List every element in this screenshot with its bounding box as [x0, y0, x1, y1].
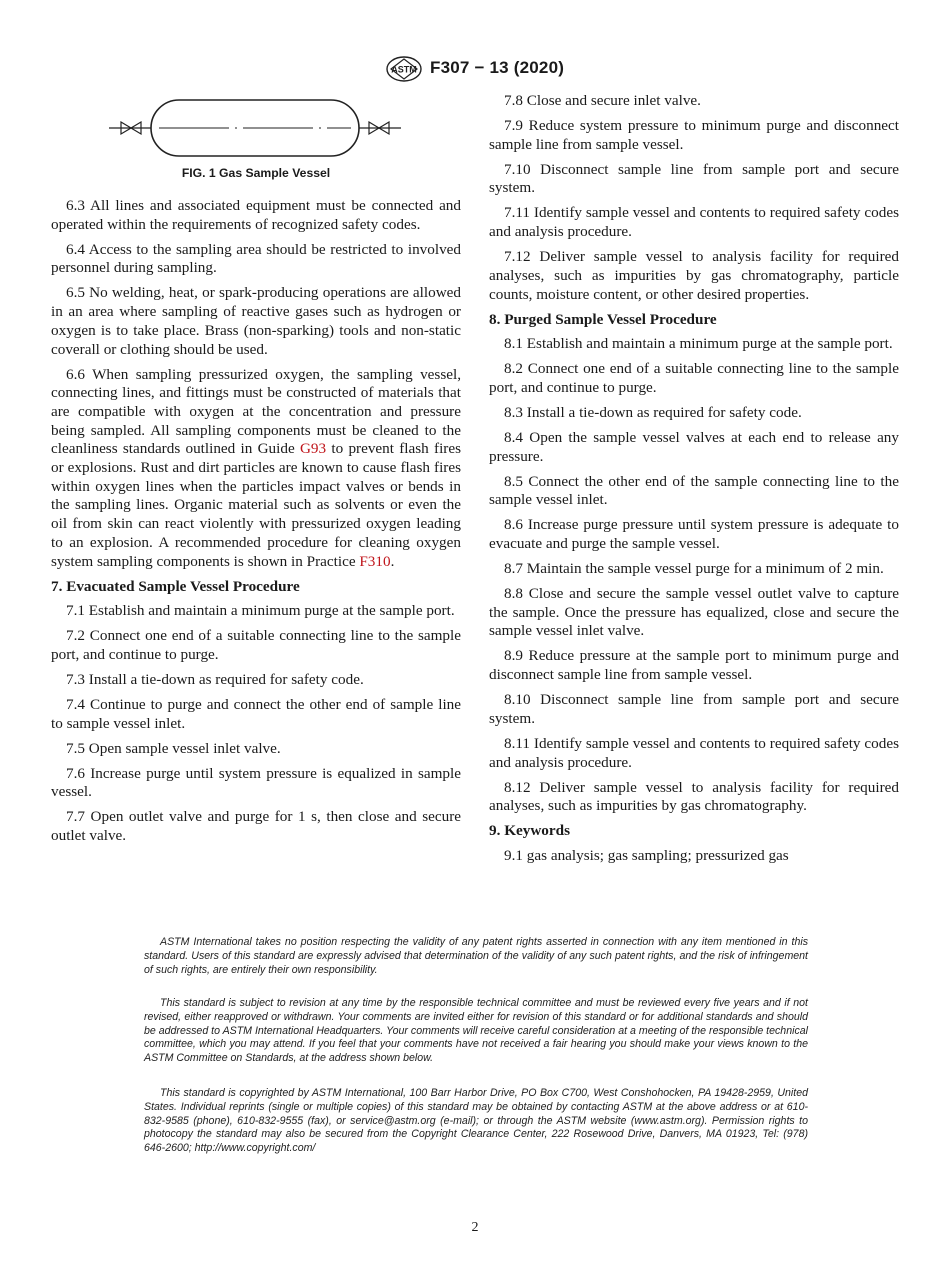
paragraph-8-1: 8.1 Establish and maintain a minimum purge at the sample port. — [504, 335, 893, 353]
paragraph-6-6-text-b: to prevent flash fires or explosions. Rust and dirt particles are known to cause flash fires within oxygen lines when the particles impact valves or bends in the sampling lines. Organic material such as solvents or even the oil from skin can react violently with pressurized oxygen leading to an explosion. A recommended procedure for cleaning oxygen system sampling components is shown in Practice — [51, 440, 461, 570]
svg-text:ASTM: ASTM — [391, 64, 417, 75]
paragraph-7-11: 7.11 Identify sample vessel and contents to required safety codes and analysis procedure. — [489, 204, 899, 241]
page-header — [0, 56, 950, 84]
footnote-copyright-text: This standard is copyrighted by ASTM International, 100 Barr Harbor Drive, PO Box C700, West Conshohocken, PA 19428-2959, United States. Individual reprints (single or multiple copies) of this standard may be obtained by contacting ASTM at the above address or at 610-832-9585 (phone), 610-832-9555 (fax), or service@astm.org (e-mail); or through the ASTM website (www.astm.org). Permission rights to photocopy the standard may also be secured from the Copyright Clearance Center, 222 Rosewood Drive, Danvers, MA 01923, Tel: (978) 646-2600; http://www.copyright.com/ — [144, 1087, 808, 1155]
paragraph-7-7: 7.7 Open outlet valve and purge for 1 s, then close and secure outlet valve. — [51, 808, 461, 845]
paragraph-7-8: 7.8 Close and secure inlet valve. — [504, 92, 701, 109]
left-column — [51, 92, 461, 852]
footnote-copyright — [144, 1087, 808, 1156]
guide-g93-link[interactable]: G93 — [299, 440, 327, 458]
paragraph-7-5: 7.5 Open sample vessel inlet valve. — [66, 739, 281, 757]
paragraph-6-6-text-a: 6.6 When sampling pressurized oxygen, the sampling vessel, connecting lines, and fittings must be constructed of materials that are compatible with oxygen at the concentration and pressure being sampled. All sampling components must be cleaned to the cleanliness standards outlined in Guide — [51, 365, 461, 458]
paragraph-7-9: 7.9 Reduce system pressure to minimum purge and disconnect sample line from sample vessel. — [489, 117, 899, 153]
paragraph-8-10: 8.10 Disconnect sample line from sample port and secure system. — [489, 691, 899, 727]
footnote-patent — [144, 936, 808, 977]
paragraph-7-10: 7.10 Disconnect sample line from sample port and secure system. — [489, 160, 899, 197]
paragraph-8-3: 8.3 Install a tie-down as required for safety code. — [504, 403, 802, 421]
paragraph-6-6-text-c: . — [390, 552, 395, 570]
page-number: 2 — [471, 1220, 479, 1235]
section-9-heading: 9. Keywords — [489, 822, 570, 840]
paragraph-7-2: 7.2 Connect one end of a suitable connecting line to the sample port, and continue to purge. — [51, 627, 461, 663]
paragraph-8-5: 8.5 Connect the other end of the sample connecting line to the sample vessel inlet. — [489, 472, 899, 509]
gas-sample-vessel-diagram — [101, 96, 401, 158]
paragraph-8-4: 8.4 Open the sample vessel valves at each end to release any pressure. — [489, 428, 899, 465]
paragraph-8-6: 8.6 Increase purge pressure until system pressure is adequate to evacuate and purge the sample vessel. — [489, 516, 899, 553]
paragraph-8-7: 8.7 Maintain the sample vessel purge for a minimum of 2 min. — [504, 560, 884, 578]
section-7-heading: 7. Evacuated Sample Vessel Procedure — [51, 577, 300, 595]
figure-caption: FIG. 1 Gas Sample Vessel — [181, 166, 331, 180]
paragraph-7-1: 7.1 Establish and maintain a minimum purge at the sample port. — [66, 602, 455, 620]
paragraph-7-12: 7.12 Deliver sample vessel to analysis facility for required analyses, such as impurities by gas chromatography, particle counts, moisture content, or other desired properties. — [489, 248, 899, 303]
astm-logo-icon — [385, 56, 423, 82]
document-id: F307 − 13 (2020) — [430, 58, 565, 77]
paragraph-9-1: 9.1 gas analysis; gas sampling; pressurized gas — [504, 846, 789, 864]
footnote-patent-text: ASTM International takes no position respecting the validity of any patent rights asserted in connection with any item mentioned in this standard. Users of this standard are expressly advised that determination of the validity of any such patent rights, and the risk of infringement of such rights, are entirely their own responsibility. — [144, 936, 808, 976]
paragraph-7-3: 7.3 Install a tie-down as required for safety code. — [66, 670, 364, 688]
paragraph-6-5: 6.5 No welding, heat, or spark-producing operations are allowed in an area where sampling of reactive gases such as hydrogen or oxygen is to take place. Brass (non-sparking) tools and non-static coverall or clothing should be used. — [51, 284, 461, 358]
paragraph-8-11: 8.11 Identify sample vessel and contents to required safety codes and analysis procedure. — [489, 734, 899, 771]
paragraph-8-8: 8.8 Close and secure the sample vessel outlet valve to capture the sample. Once the pressure has equalized, close and secure the sample vessel inlet valve. — [489, 585, 899, 640]
right-column — [489, 92, 899, 872]
footnote-revision-text: This standard is subject to revision at any time by the responsible technical committee and must be reviewed every five years and if not revised, either reapproved or withdrawn. Your comments are invited either for revision of this standard or for additional standards and should be addressed to ASTM International Headquarters. Your comments will receive careful consideration at a meeting of the responsible technical committee, which you may attend. If you feel that your comments have not received a fair hearing you should make your views known to the ASTM Committee on Standards, at the address shown below. — [144, 997, 808, 1065]
paragraph-6-4: 6.4 Access to the sampling area should be restricted to involved personnel during sampling. — [51, 240, 461, 277]
footnote-revision — [144, 997, 808, 1066]
figure-1 — [51, 92, 461, 197]
section-8-heading: 8. Purged Sample Vessel Procedure — [489, 310, 717, 328]
paragraph-6-6 — [51, 366, 461, 572]
paragraph-7-4: 7.4 Continue to purge and connect the other end of sample line to sample vessel inlet. — [51, 695, 461, 732]
paragraph-6-3: 6.3 All lines and associated equipment must be connected and operated within the requirements of recognized safety codes. — [51, 197, 461, 233]
paragraph-8-9: 8.9 Reduce pressure at the sample port to minimum purge and disconnect sample line from sample vessel. — [489, 647, 899, 684]
paragraph-7-6: 7.6 Increase purge until system pressure is equalized in sample vessel. — [51, 764, 461, 801]
practice-f310-link[interactable]: F310 — [359, 552, 391, 570]
paragraph-8-2: 8.2 Connect one end of a suitable connecting line to the sample port, and continue to purge. — [489, 360, 899, 396]
paragraph-8-12: 8.12 Deliver sample vessel to analysis facility for required analyses, such as impurities by gas chromatography. — [489, 778, 899, 815]
